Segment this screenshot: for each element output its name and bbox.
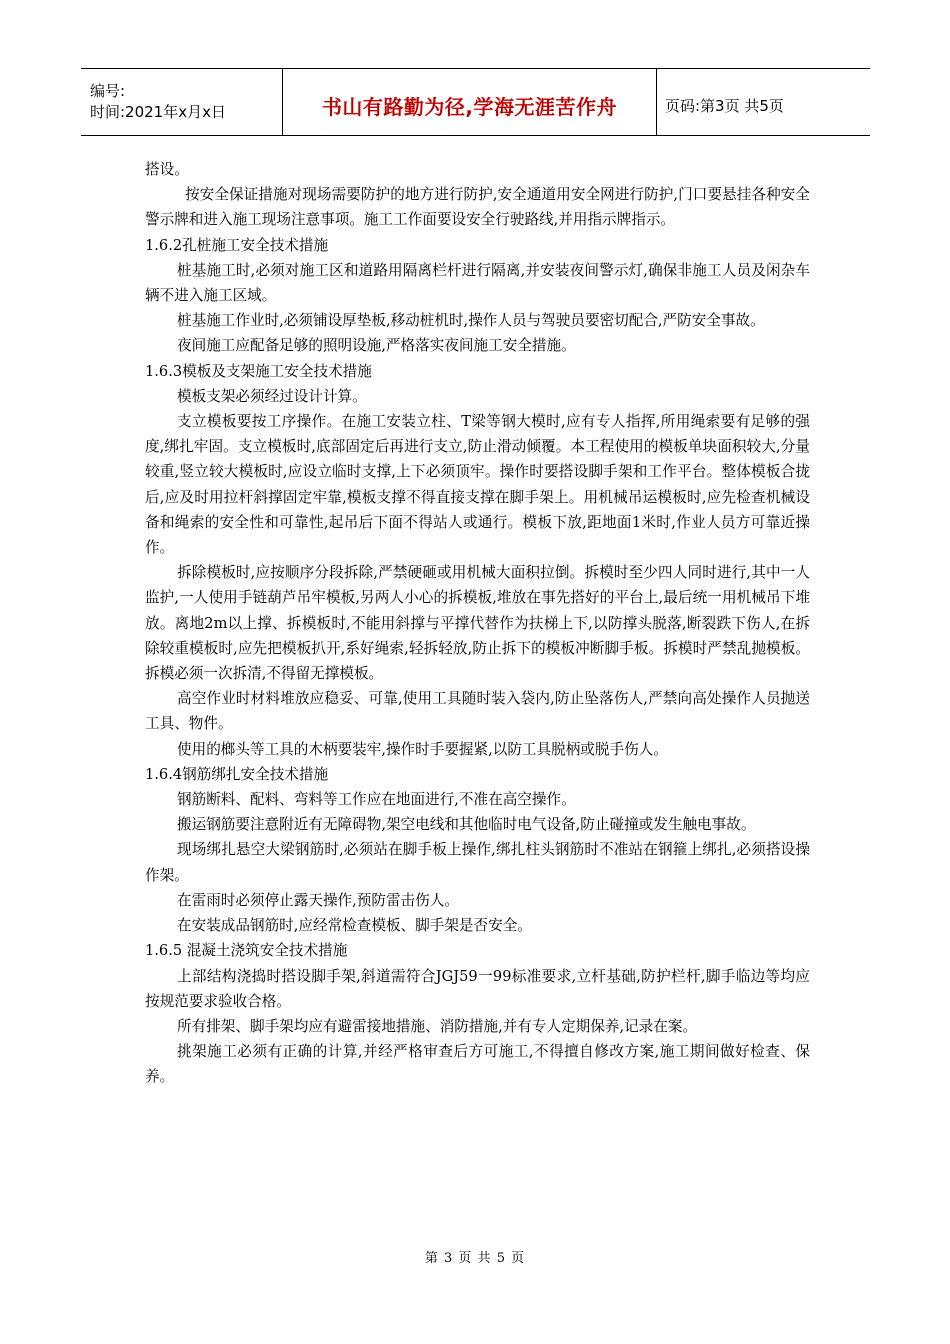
paragraph: 在雷雨时必须停止露天操作,预防雷击伤人。 (177, 891, 459, 909)
motto: 书山有路勤为径,学海无涯苦作舟 (321, 94, 618, 119)
paragraph: 桩基施工时,必须对施工区和道路用隔离栏杆进行隔离,并安装夜间警示灯,确保非施工人员及闲杂车辆不进入施工区域。 (145, 261, 810, 305)
section-heading: 1.6.2孔桩施工安全技术措施 (145, 236, 329, 254)
paragraph: 桩基施工作业时,必须铺设厚垫板,移动桩机时,操作人员与驾驶员要密切配合,严防安全事故。 (177, 312, 765, 330)
header-page-cell (657, 69, 870, 135)
paragraph: 上部结构浇捣时搭设脚手架,斜道需符合JGJ59一99标准要求,立杆基础,防护栏杆,脚手临边等均应按规范要求验收合格。 (145, 967, 810, 1010)
number-label: 编号: (90, 82, 126, 100)
document-body (145, 157, 810, 1090)
time-label: 时间:2021年x月x日 (90, 103, 226, 121)
section-heading: 1.6.4钢筋绑扎安全技术措施 (145, 765, 329, 783)
paragraph: 现场绑扎悬空大梁钢筋时,必须站在脚手板上操作,绑扎柱头钢筋时不准站在钢箍上绑扎,必须搭设操作架。 (145, 841, 810, 884)
section-heading: 1.6.5 混凝土浇筑安全技术措施 (145, 942, 348, 960)
paragraph: 在安装成品钢筋时,应经常检查模板、脚手架是否安全。 (177, 917, 532, 935)
paragraph: 搬运钢筋要注意附近有无障碍物,架空电线和其他临时电气设备,防止碰撞或发生触电事故。 (177, 816, 756, 834)
paragraph: 挑架施工必须有正确的计算,并经严格审查后方可施工,不得擅自修改方案,施工期间做好检查、保养。 (145, 1043, 810, 1086)
header-meta (81, 69, 282, 135)
paragraph: 高空作业时材料堆放应稳妥、可靠,使用工具随时装入袋内,防止坠落伤人,严禁向高处操作人员抛送工具、物件。 (145, 690, 810, 733)
paragraph: 所有排架、脚手架均应有避雷接地措施、消防措施,并有专人定期保养,记录在案。 (177, 1017, 698, 1035)
paragraph: 夜间施工应配备足够的照明设施,严格落实夜间施工安全措施。 (177, 337, 576, 355)
paragraph: 模板支架必须经过设计计算。 (177, 387, 367, 405)
paragraph: 搭设。 (145, 161, 189, 178)
paragraph: 按安全保证措施对现场需要防护的地方进行防护,安全通道用安全网进行防护,门口要悬挂各种安全警示牌和进入施工现场注意事项。施工工作面要设安全行驶路线,并用指示牌指示。 (145, 186, 810, 229)
page-label: 页码:第3页 共5页 (665, 96, 784, 115)
paragraph: 支立模板要按工序操作。在施工安装立柱、T梁等钢大模时,应有专人指挥,所用绳索要有足够的强度,绑扎牢固。支立模板时,底部固定后再进行支立,防止滑动倾覆。本工程使用的模板单块面积较大,分量较重,竖立较大模板时,应设立临时支撑,上下必须顶牢。操作时要搭设脚手架和工作平台。整体模板合拢后,应及时用拉杆斜撑固定牢靠,模板支撑不得直接支撑在脚手架上。用机械吊运模板时,应先检查机械设备和绳索的安全性和可靠性,起吊后下面不得站人或通行。模板下放,距地面1米时,作业人员方可靠近操作。 (145, 413, 810, 557)
header-motto-cell (282, 69, 657, 135)
paragraph: 拆除模板时,应按顺序分段拆除,严禁硬砸或用机械大面积拉倒。拆模时至少四人同时进行,其中一人监护,一人使用手链葫芦吊牢模板,另两人小心的拆模板,堆放在事先搭好的平台上,最后统一用机械吊下堆放。离地2m以上撑、拆模板时,不能用斜撑与平撑代替作为扶梯上下,以防撑头脱落,断裂跌下伤人,在拆除较重模板时,应先把模板扒开,系好绳索,轻拆轻放,防止拆下的模板冲断脚手板。拆模时严禁乱抛模板。拆模必须一次拆清,不得留无撑模板。 (145, 564, 810, 683)
paragraph: 钢筋断料、配料、弯料等工作应在地面进行,不准在高空操作。 (177, 791, 576, 809)
section-heading: 1.6.3模板及支架施工安全技术措施 (145, 362, 372, 380)
paragraph: 使用的榔头等工具的木柄要装牢,操作时手要握紧,以防工具脱柄或脱手伤人。 (177, 740, 668, 758)
header-table (81, 68, 870, 136)
page-footer: 第 3 页 共 5 页 (424, 1251, 526, 1266)
